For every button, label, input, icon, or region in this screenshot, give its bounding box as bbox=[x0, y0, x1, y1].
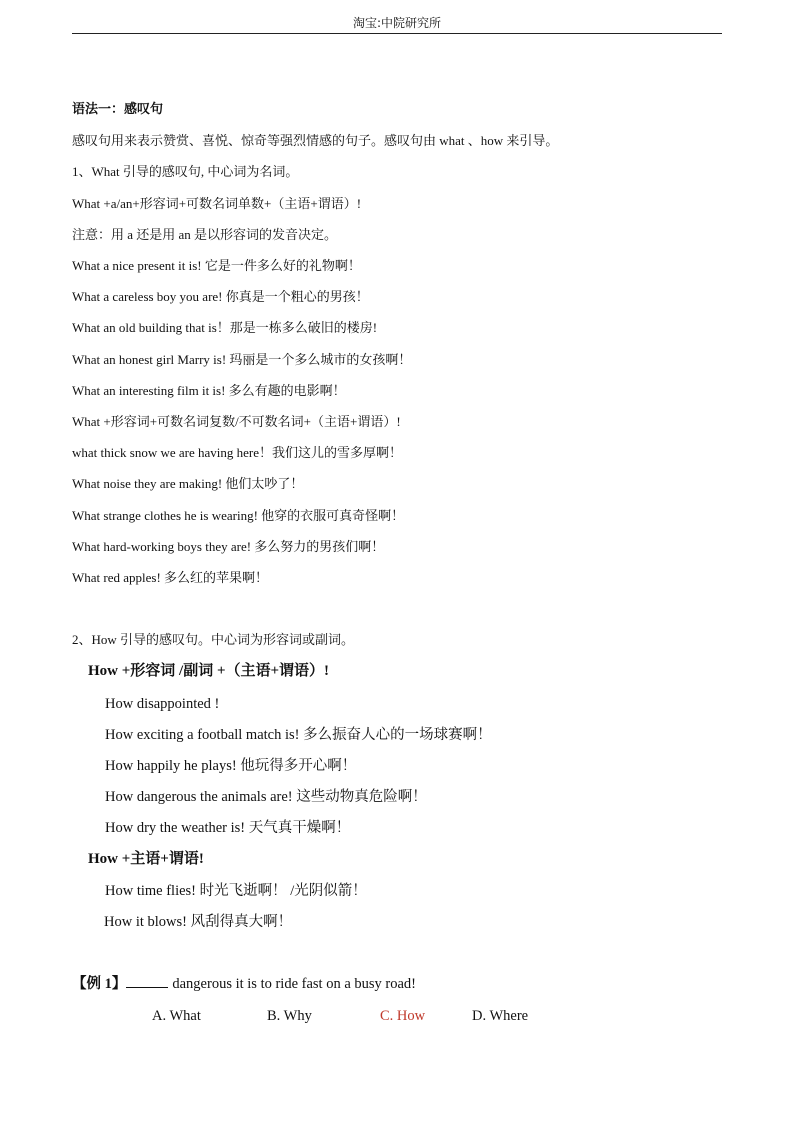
how-example: How happily he plays! 他玩得多开心啊！ bbox=[105, 758, 357, 774]
what-example: What red apples! 多么红的苹果啊！ bbox=[72, 570, 269, 585]
what-rule-1: What +a/an+形容词+可数名词单数+（主语+谓语）! bbox=[72, 196, 362, 211]
answer-blank bbox=[126, 975, 168, 988]
what-example: What an interesting film it is! 多么有趣的电影啊！ bbox=[72, 383, 346, 398]
what-note: 注意：用 a 还是用 an 是以形容词的发音决定。 bbox=[72, 227, 338, 242]
option-b: B. Why bbox=[267, 1008, 312, 1024]
how-example: How time flies! 时光飞逝啊！ /光阴似箭！ bbox=[105, 883, 367, 899]
example-label: 【例 1】 bbox=[72, 976, 127, 992]
how-heading: 2、How 引导的感叹句。中心词为形容词或副词。 bbox=[72, 632, 355, 647]
how-example: How disappointed ! bbox=[105, 696, 220, 712]
how-example: How dry the weather is! 天气真干燥啊！ bbox=[105, 820, 351, 836]
how-example: How it blows! 风刮得真大啊！ bbox=[104, 914, 293, 930]
example-question-text: dangerous it is to ride fast on a busy road! bbox=[172, 976, 417, 992]
what-example: What an old building that is！那是一栋多么破旧的楼房! bbox=[72, 320, 378, 335]
header-title: 淘宝:中院研究所 bbox=[352, 16, 442, 30]
example-question bbox=[72, 974, 416, 994]
page-header bbox=[72, 14, 722, 34]
what-example: What hard-working boys they are! 多么努力的男孩们啊！ bbox=[72, 539, 385, 554]
what-example: What an honest girl Marry is! 玛丽是一个多么城市的女孩啊！ bbox=[72, 352, 412, 367]
section-title: 语法一：感叹句 bbox=[72, 102, 164, 117]
section-intro: 感叹句用来表示赞赏、喜悦、惊奇等强烈情感的句子。感叹句由 what 、how 来引导。 bbox=[72, 133, 559, 148]
what-example: What a careless boy you are! 你真是一个粗心的男孩！ bbox=[72, 289, 369, 304]
what-example: What a nice present it is! 它是一件多么好的礼物啊！ bbox=[72, 258, 361, 273]
what-example: what thick snow we are having here！我们这儿的雪多厚啊！ bbox=[72, 445, 402, 460]
how-rule-1: How +形容词 /副词 +（主语+谓语）! bbox=[88, 663, 330, 679]
what-heading: 1、What 引导的感叹句, 中心词为名词。 bbox=[72, 164, 299, 179]
option-a: A. What bbox=[152, 1008, 201, 1024]
what-example: What noise they are making! 他们太吵了！ bbox=[72, 476, 304, 491]
what-example: What strange clothes he is wearing! 他穿的衣服可真奇怪啊！ bbox=[72, 508, 405, 523]
how-rule-2: How +主语+谓语! bbox=[88, 851, 204, 867]
option-c-correct: C. How bbox=[380, 1008, 426, 1024]
how-example: How exciting a football match is! 多么振奋人心的一场球赛啊！ bbox=[105, 727, 492, 743]
option-d: D. Where bbox=[472, 1008, 529, 1024]
what-rule-2: What +形容词+可数名词复数/不可数名词+（主语+谓语）! bbox=[72, 414, 401, 429]
how-example: How dangerous the animals are! 这些动物真危险啊！ bbox=[105, 789, 427, 805]
